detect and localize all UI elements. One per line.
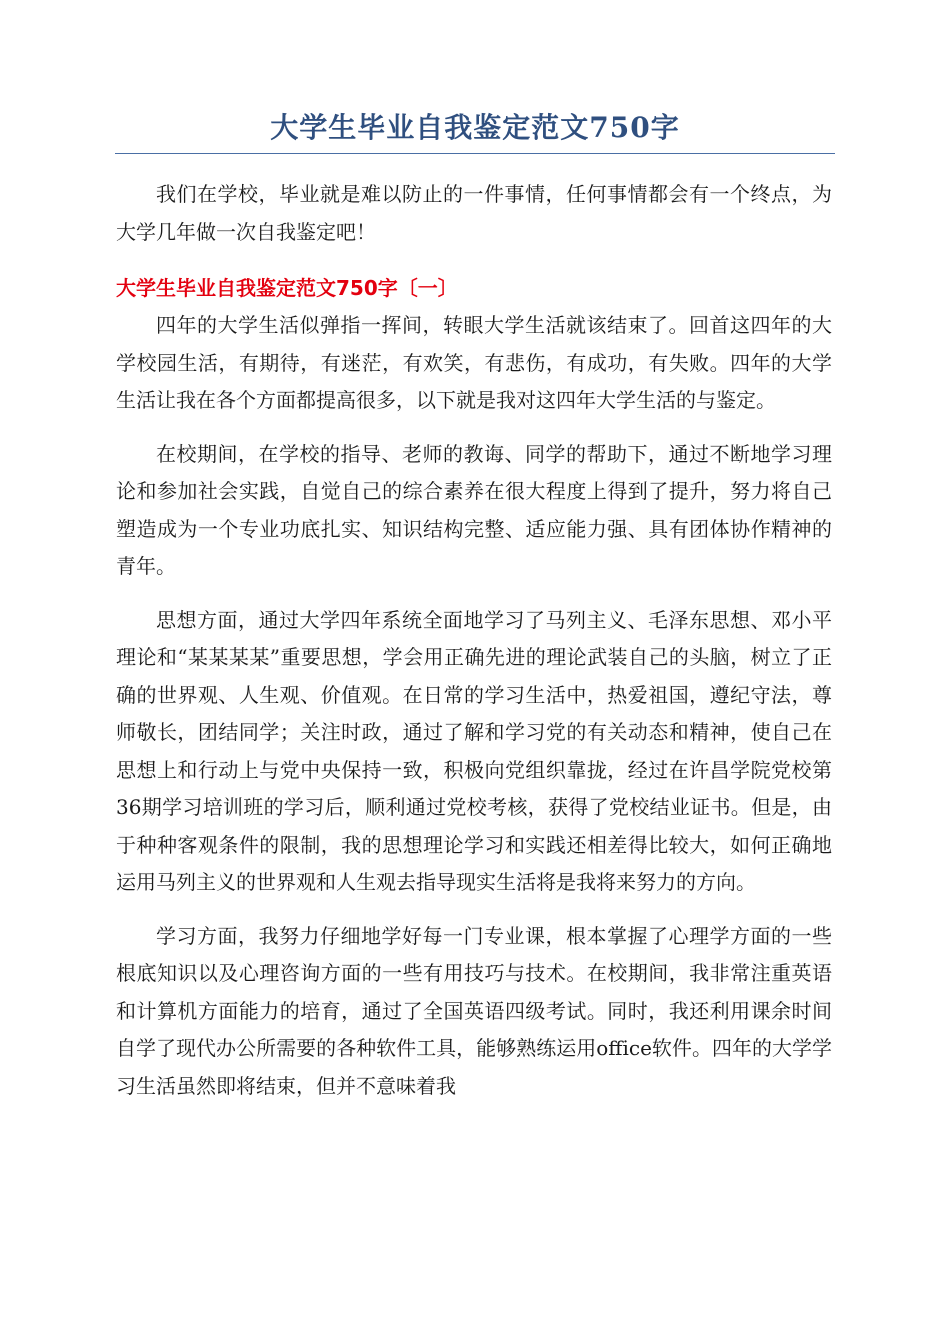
body-paragraph-2: 在校期间，在学校的指导、老师的教诲、同学的帮助下，通过不断地学习理论和参加社会实践，自觉自己的综合素养在很大程度上得到了提升，努力将自己塑造成为一个专业功底扎实、知识结构完整、适应能力强、具有团体协作精神的青年。	[116, 441, 832, 578]
title-underline	[115, 153, 835, 154]
body-paragraph-4: 学习方面，我努力仔细地学好每一门专业课，根本掌握了心理学方面的一些根底知识以及心理咨询方面的一些有用技巧与技术。在校期间，我非常注重英语和计算机方面能力的培育，通过了全国英语四级考试。同时，我还利用课余时间自学了现代办公所需要的各种软件工具，能够熟练运用office软件。四年的大学学习生活虽然即将结束，但并不意味着我	[116, 923, 832, 1098]
body-paragraph-3: 思想方面，通过大学四年系统全面地学习了马列主义、毛泽东思想、邓小平理论和“某某某某”重要思想，学会用正确先进的理论武装自己的头脑，树立了正确的世界观、人生观、价值观。在日常的学习生活中，热爱祖国，遵纪守法，尊师敬长，团结同学；关注时政，通过了解和学习党的有关动态和精神，使自己在思想上和行动上与党中央保持一致，积极向党组织靠拢，经过在许昌学院党校第36期学习培训班的学习后，顺利通过党校考核，获得了党校结业证书。但是，由于种种客观条件的限制，我的思想理论学习和实践还相差得比较大，如何正确地运用马列主义的世界观和人生观去指导现实生活将是我将来努力的方向。	[116, 607, 832, 894]
body-paragraph-1: 四年的大学生活似弹指一挥间，转眼大学生活就该结束了。回首这四年的大学校园生活，有期待，有迷茫，有欢笑，有悲伤，有成功，有失败。四年的大学生活让我在各个方面都提高很多，以下就是我对这四年大学生活的与鉴定。	[116, 313, 832, 412]
section-heading: 大学生毕业自我鉴定范文750字〔一〕	[116, 276, 458, 300]
document-body	[116, 176, 832, 1105]
intro-paragraph: 我们在学校，毕业就是难以防止的一件事情，任何事情都会有一个终点，为大学几年做一次自我鉴定吧！	[116, 182, 832, 244]
document-title: 大学生毕业自我鉴定范文750字	[270, 111, 680, 144]
